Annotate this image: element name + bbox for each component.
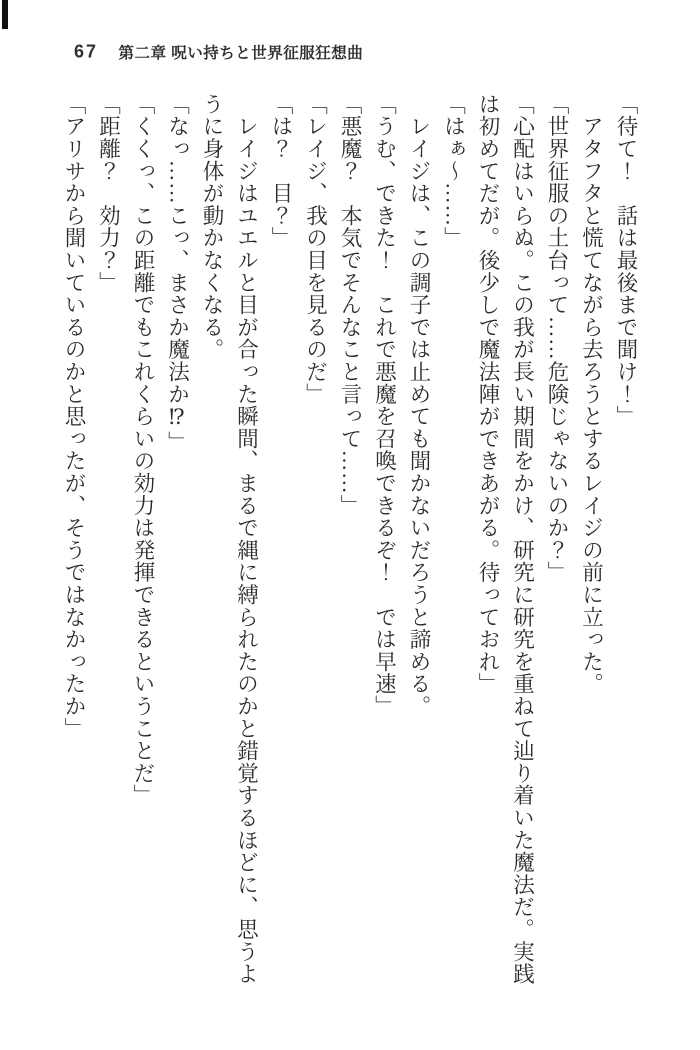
text-column-11: 「は？ 目？」	[269, 93, 293, 250]
text-column-14: 「なっ……こっ、まさか魔法か⁉」	[165, 93, 190, 454]
text-column-6: 「はぁ～……」	[441, 93, 466, 250]
text-column-9: 「悪魔？ 本気でそんなこと言って……」	[338, 93, 362, 517]
text-column-17: 「アリサから聞いているのかと思ったが、そうではなかったか」	[62, 93, 86, 740]
text-column-7: レイジは、この調子では止めても聞かないだろうと諦める。	[407, 93, 431, 718]
text-column-10: 「レイジ、我の目を見るのだ」	[303, 93, 328, 406]
scan-artifact	[2, 0, 8, 29]
chapter-title: 第二章 呪い持ちと世界征服狂想曲	[118, 45, 364, 62]
page-header	[74, 41, 363, 63]
text-column-8: 「うむ、できた！ これで悪魔を召喚できるぞ！ では早速」	[372, 93, 397, 718]
text-column-12: レイジはユエルと目が合った瞬間、まるで縄に縛られたのかと錯覚するほどに、思うよ	[234, 93, 259, 985]
text-column-4: 「心配はいらぬ。この我が長い期間をかけ、研究に研究を重ねて辿り着いた魔法だ。実践	[510, 93, 535, 985]
text-column-13: うに身体が動かなくなる。	[200, 93, 224, 361]
text-column-3: 「世界征服の土台って……危険じゃないのか？」	[545, 93, 569, 584]
page-number: 67	[74, 41, 99, 62]
text-column-15: 「くくっ、この距離でもこれくらいの効力は発揮できるということだ」	[131, 93, 155, 807]
text-column-2: アタフタと慌てながら去ろうとするレイジの前に立った。	[579, 93, 604, 696]
text-column-16: 「距離？ 効力？」	[96, 93, 121, 294]
text-column-5: は初めてだが。後少しで魔法陣ができあがる。待っておれ」	[476, 93, 500, 696]
body-text	[57, 93, 644, 989]
text-column-1: 「待て！ 話は最後まで聞け！」	[614, 93, 638, 428]
